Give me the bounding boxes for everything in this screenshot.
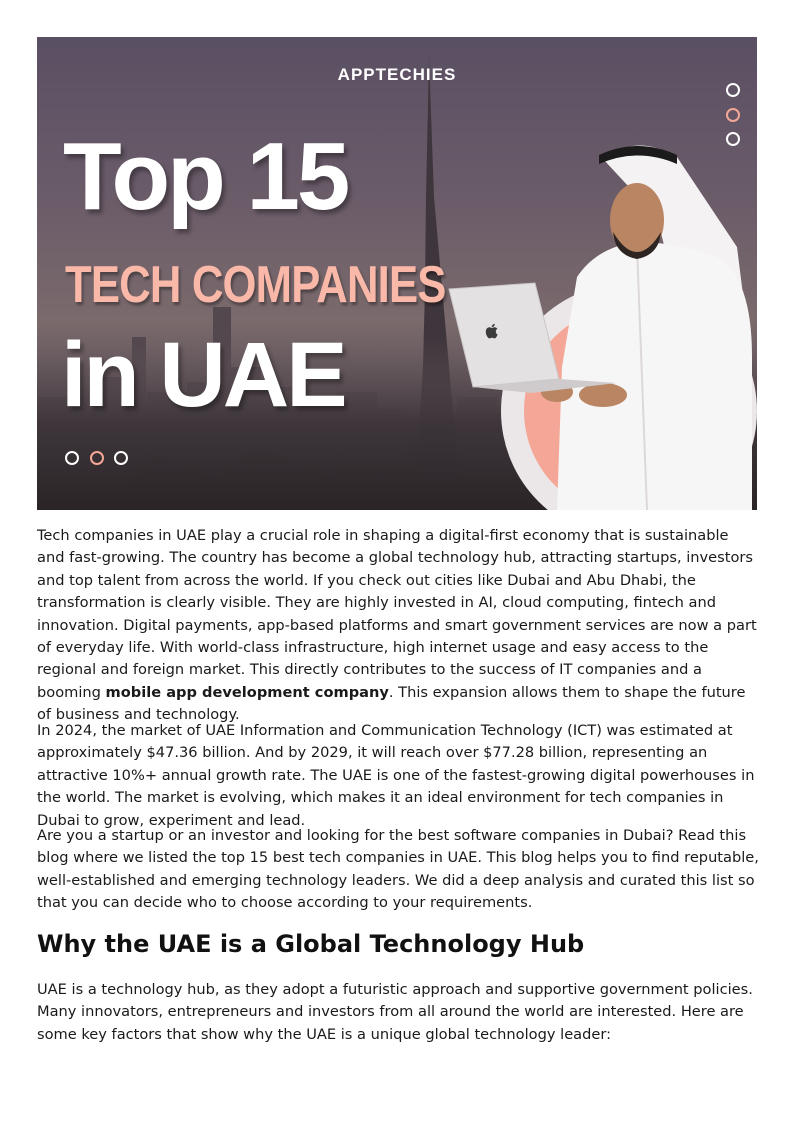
- hub-text: UAE is a technology hub, as they adopt a futuristic approach and supportive government policies. Many innovators, entrepreneurs and investors from all around the world are interested. Here are some key factors that show why the UAE is a unique global technology leader:: [37, 981, 753, 1043]
- hero-title-line-3: in UAE: [61, 324, 345, 426]
- hero-title-line-2: TECH COMPANIES: [65, 256, 446, 314]
- section-heading: Why the UAE is a Global Technology Hub: [37, 930, 585, 958]
- hub-paragraph: [37, 979, 759, 1046]
- decor-circle: [726, 132, 740, 146]
- intro-text-end: . This expansion allows them to shape the future of business and technology.: [37, 683, 746, 724]
- blog-purpose-paragraph: [37, 825, 759, 915]
- decor-circle: [114, 451, 128, 465]
- apple-logo-icon: [485, 323, 499, 339]
- decor-circle: [65, 451, 79, 465]
- decor-circle: [726, 83, 740, 97]
- market-text: In 2024, the market of UAE Information and Communication Technology (ICT) was estimated at approximately $47.36 billion. And by 2029, it will reach over $77.28 billion, representing an attractive 10%+ annual growth rate. The UAE is one of the fastest-growing digital powerhouses in the world. The market is evolving, which makes it an ideal environment for tech companies in Dubai to grow, experiment and lead.: [37, 722, 755, 829]
- hero-title-line-1: Top 15: [63, 123, 348, 230]
- intro-text: Tech companies in UAE play a crucial role in shaping a digital-first economy that is sustainable and fast-growing. The country has become a global technology hub, attracting startups, investors and top talent from across the world. If you check out cities like Dubai and Abu Dhabi, the transformation is clearly visible. They are highly invested in AI, cloud computing, fintech and innovation. Digital payments, app-based platforms and smart government services are now a part of everyday life. With world-class infrastructure, high internet usage and easy access to the regional and foreign market. This directly contributes to the success of IT companies and a booming: [37, 527, 757, 701]
- intro-paragraph: [37, 525, 759, 727]
- market-paragraph: [37, 720, 759, 832]
- decor-circle: [90, 451, 104, 465]
- decor-circle: [726, 108, 740, 122]
- apptechies-logo: APPTECHIES: [337, 65, 457, 84]
- person-illustration: [541, 145, 752, 510]
- blog-purpose-text: Are you a startup or an investor and looking for the best software companies in Dubai? Read this blog where we listed the top 15 best tech companies in UAE. This blog helps you to find reputable, well-established and emerging technology leaders. We did a deep analysis and curated this list so that you can decide who to choose according to your requirements.: [37, 827, 759, 912]
- mobile-app-development-link[interactable]: mobile app development company: [105, 683, 389, 701]
- hero-banner-image: [37, 37, 757, 510]
